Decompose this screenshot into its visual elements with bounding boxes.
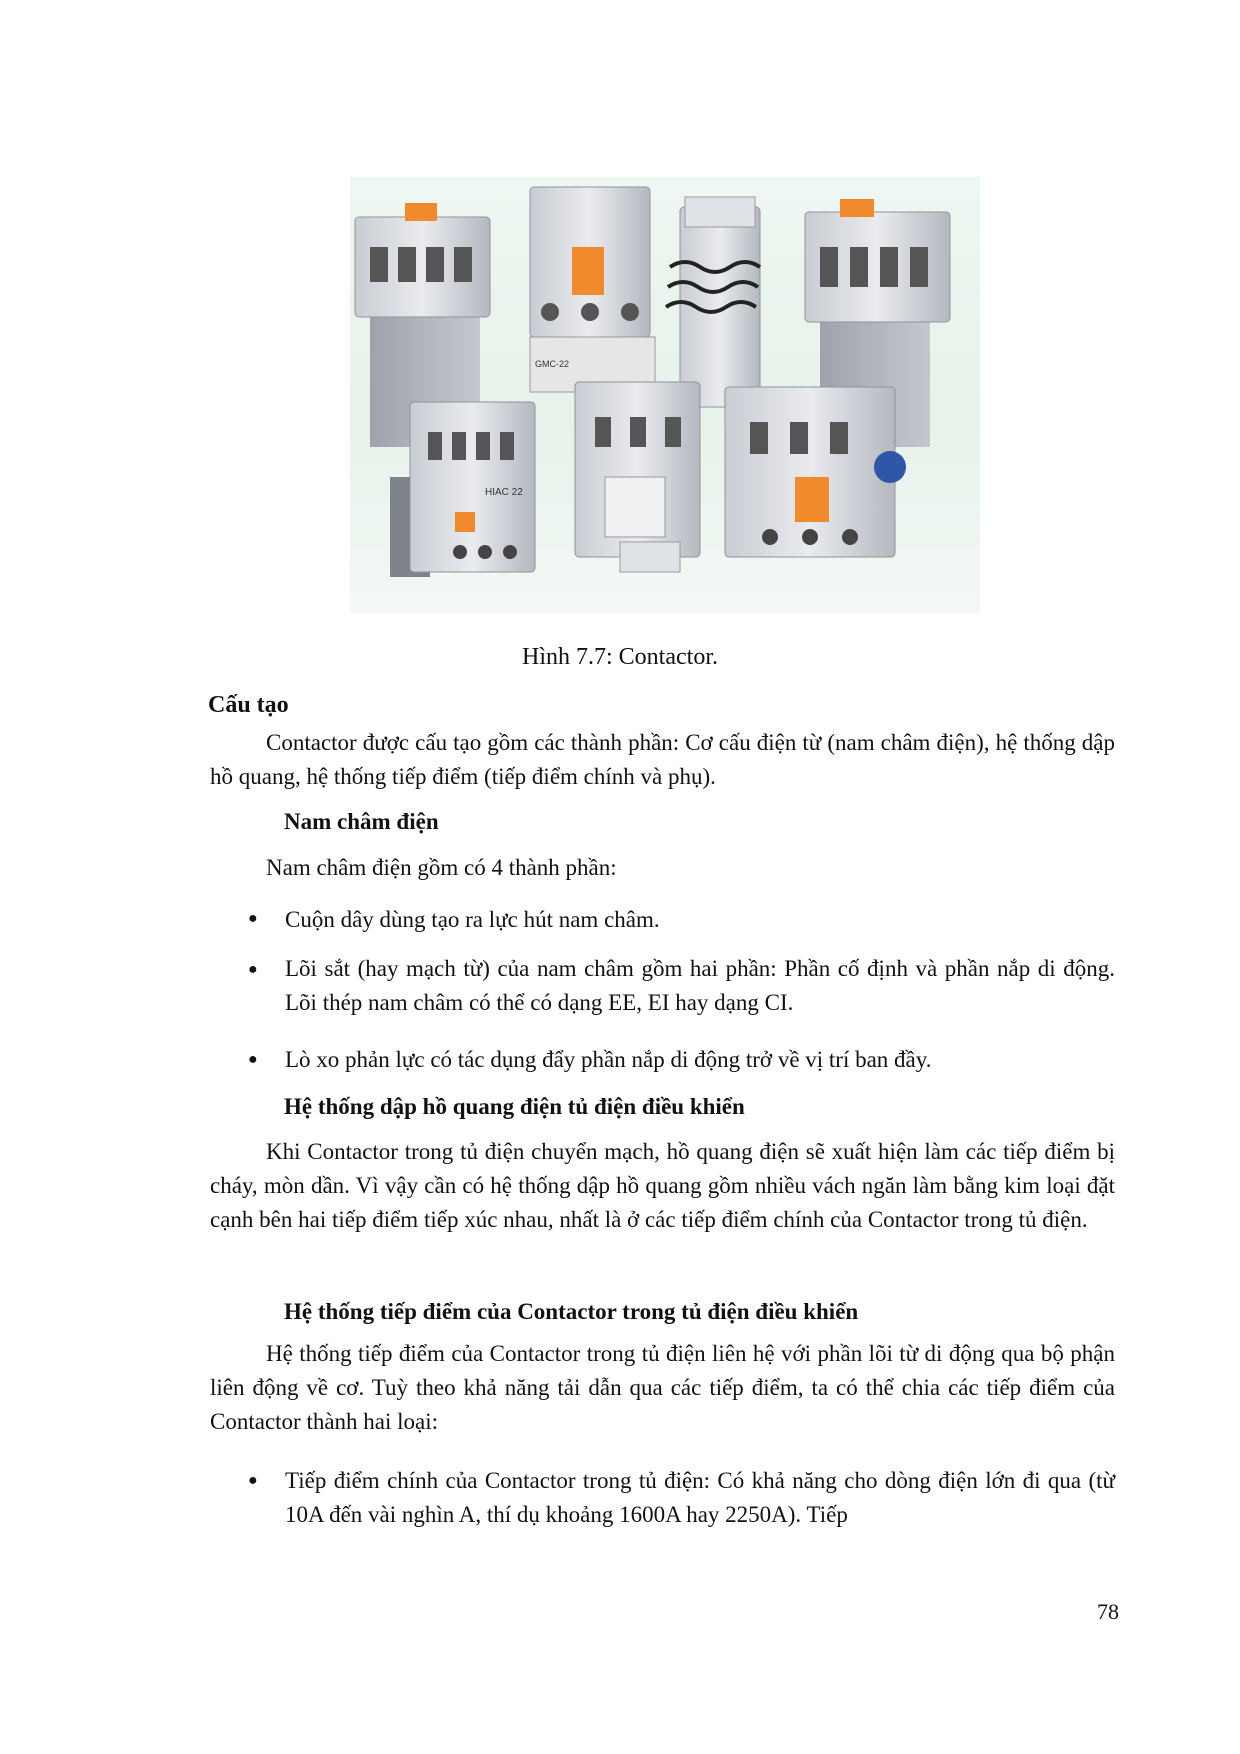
section-intro: Contactor được cấu tạo gồm các thành phần: Cơ cấu điện từ (nam châm điện), hệ thống dập hồ quang, hệ thống tiếp điểm (tiếp điểm chính và phụ).: [210, 730, 1115, 789]
contacts-heading: Hệ thống tiếp điểm của Contactor trong tủ điện điều khiển: [284, 1299, 859, 1324]
svg-text:HIAC 22: HIAC 22: [485, 487, 523, 498]
contactor-front-right: [725, 387, 906, 557]
contactor-back-center: [530, 187, 655, 392]
magnet-bullet-3: Lò xo phản lực có tác dụng đẩy phần nắp di động trở về vị trí ban đầy.: [285, 1047, 932, 1072]
contactor-back-right: [666, 197, 760, 407]
contacts-bullet-1: Tiếp điểm chính của Contactor trong tủ điện: Có khả năng cho dòng điện lớn đi qua (từ 10A đến vài nghìn A, thí dụ khoảng 1600A hay 2250A). Tiếp: [285, 1468, 1115, 1527]
contactor-photo: [350, 177, 980, 613]
section-heading: Cấu tạo: [208, 692, 289, 718]
magnet-bullet-1: Cuộn dây dùng tạo ra lực hút nam châm.: [285, 907, 660, 932]
bullet-dot: ●: [248, 1472, 258, 1489]
magnet-bullet-2: Lõi sắt (hay mạch từ) của nam châm gồm hai phần: Phần cố định và phần nắp di động. Lõi thép nam châm có thể có dạng EE, EI hay dạng CI.: [285, 956, 1115, 1015]
bullet-dot: ●: [248, 961, 258, 978]
magnet-intro: Nam châm điện gồm có 4 thành phần:: [266, 855, 617, 880]
contacts-body: Hệ thống tiếp điểm của Contactor trong tủ điện liên hệ với phần lõi từ di động qua bộ phận liên động về cơ. Tuỳ theo khả năng tải dẫn qua các tiếp điểm, ta có thể chia các tiếp điểm của Contactor thành hai loại:: [210, 1341, 1115, 1434]
contactor-front-left: [390, 402, 535, 577]
contactor-front-center: [575, 382, 700, 572]
figure-caption: Hình 7.7: Contactor.: [522, 644, 718, 670]
svg-text:GMC-22: GMC-22: [535, 359, 570, 369]
arc-heading: Hệ thống dập hồ quang điện tủ điện điều khiển: [284, 1094, 745, 1119]
bullet-dot: ●: [248, 1051, 258, 1068]
magnet-heading: Nam châm điện: [284, 809, 439, 834]
bullet-dot: ●: [248, 910, 258, 927]
page-number: 78: [1097, 1599, 1119, 1624]
arc-body: Khi Contactor trong tủ điện chuyển mạch, hồ quang điện sẽ xuất hiện làm các tiếp điểm bị cháy, mòn dần. Vì vậy cần có hệ thống dập hồ quang gồm nhiều vách ngăn làm bằng kim loại đặt cạnh bên hai tiếp điểm tiếp xúc nhau, nhất là ở các tiếp điểm chính của Contactor trong tủ điện.: [210, 1139, 1115, 1232]
